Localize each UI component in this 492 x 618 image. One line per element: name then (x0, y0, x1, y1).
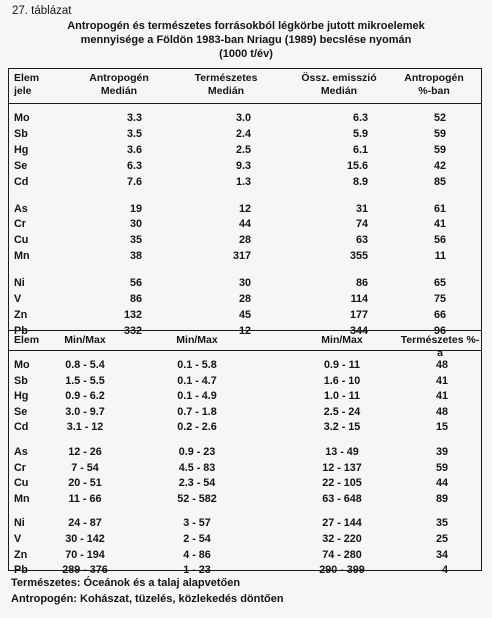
table1-value-d: 11 (434, 250, 446, 263)
table1-value-d: 65 (433, 277, 446, 290)
header-ossz-line-1: Össz. emisszió (301, 72, 377, 84)
table2-value-a: 70 - 194 (65, 548, 105, 561)
table2-value-a: 11 - 66 (68, 492, 102, 505)
table2-value-a: 0.9 - 6.2 (65, 390, 105, 403)
table2-value-c: 32 - 220 (322, 533, 362, 545)
divider-table1-header (8, 103, 482, 104)
table2-value-c: 22 - 105 (322, 477, 362, 490)
table1-value-d: 42 (433, 159, 446, 172)
table1-value-b: 9.3 (235, 159, 251, 172)
table2-value-d: 41 (435, 374, 448, 387)
table1-value-c: 15.6 (346, 159, 368, 172)
table1-value-c: 8.9 (352, 175, 368, 188)
footnote-antropogen: Antropogén: Kohászat, tüzelés, közlekedés döntően (11, 593, 284, 605)
table2-element: Hg (14, 390, 29, 403)
header-szazalek-line-1: Antropogén (404, 72, 464, 84)
table2-value-d: 25 (435, 533, 448, 545)
table2-element: Ni (14, 517, 25, 530)
table1-value-a: 38 (129, 250, 142, 263)
table2-value-a: 30 - 142 (65, 533, 105, 545)
table1-value-a: 30 (129, 218, 142, 231)
table2-value-d: 48 (435, 405, 448, 418)
header-termeszetes-median (176, 72, 276, 98)
table1-value-b: 28 (238, 293, 251, 305)
header-elem-line-1: Elem (14, 72, 40, 84)
table2-value-b: 2 - 54 (183, 533, 211, 545)
table1-value-c: 31 (355, 202, 368, 215)
table1-value-c: 5.9 (352, 127, 368, 140)
table1-value-c: 6.1 (352, 143, 368, 156)
table2-value-c: 290 - 399 (319, 564, 365, 577)
divider-table2-header (8, 350, 482, 351)
table1-element: V (14, 293, 22, 305)
table2-value-b: 0.7 - 1.8 (177, 405, 217, 418)
table2-value-a: 289 - 376 (62, 564, 108, 577)
table1-value-d: 85 (433, 175, 446, 188)
table2-value-c: 13 - 49 (325, 446, 359, 458)
table2-element: Cr (14, 461, 26, 474)
header2-elem: Elem (14, 334, 40, 346)
table2-value-d: 39 (435, 446, 448, 458)
table1-element: Sb (14, 127, 28, 140)
header2-minmax-ossz: Min/Max (321, 334, 363, 346)
table1-element: Cr (14, 218, 26, 231)
header-antropogen-median (74, 72, 164, 98)
table2-value-a: 7 - 54 (71, 461, 99, 474)
table2-value-c: 0.9 - 11 (323, 359, 361, 371)
header-elem-line-2: jele (14, 85, 32, 97)
table1-value-c: 6.3 (352, 112, 368, 124)
table1-element: Ni (14, 277, 25, 290)
table1-value-c: 177 (349, 308, 368, 321)
table1-value-a: 332 (123, 324, 142, 337)
table2-element: Cd (14, 421, 29, 434)
table-number: 27. táblázat (12, 5, 72, 17)
table2-value-d: 4 (441, 564, 448, 577)
table1-value-c: 344 (349, 324, 368, 337)
table2-value-c: 1.6 - 10 (323, 374, 361, 387)
table2-value-c: 1.0 - 11 (323, 390, 361, 403)
table2-value-b: 0.9 - 23 (178, 446, 216, 458)
table1-element: Mo (14, 112, 30, 124)
table1-value-b: 3.0 (235, 112, 251, 124)
footnote-termeszetes: Természetes: Óceánok és a talaj alapvetően (11, 577, 241, 589)
table1-value-a: 86 (129, 293, 142, 305)
table1-element: Zn (14, 308, 28, 321)
table1-element: Pb (14, 324, 28, 337)
table1-element: Cu (14, 234, 29, 247)
table2-value-b: 3 - 57 (183, 517, 211, 530)
table-title-line-1: Antropogén és természetes forrásokból légkörbe jutott mikroelemek (67, 20, 425, 32)
table1-value-d: 61 (433, 202, 446, 215)
table-title-line-3: (1000 t/év) (219, 48, 273, 60)
table2-element: Se (14, 405, 28, 418)
table2-value-d: 48 (435, 359, 448, 371)
table2-value-c: 2.5 - 24 (323, 405, 361, 418)
table1-element: Mn (14, 250, 30, 263)
table1-value-a: 56 (129, 277, 142, 290)
table2-value-a: 3.1 - 12 (66, 421, 104, 434)
table1-value-b: 1.3 (235, 175, 251, 188)
header-ossz-line-2: Medián (320, 85, 358, 97)
table2-value-a: 0.8 - 5.4 (65, 359, 105, 371)
table2-element: Sb (14, 374, 28, 387)
table2-value-b: 0.1 - 5.8 (177, 359, 217, 371)
table2-value-c: 27 - 144 (322, 517, 362, 530)
table1-value-a: 3.5 (126, 127, 142, 140)
table2-value-d: 41 (435, 390, 448, 403)
table1-element: As (14, 202, 28, 215)
table2-value-b: 0.1 - 4.9 (177, 390, 217, 403)
table1-value-a: 132 (123, 308, 142, 321)
header2-minmax-termeszetes: Min/Max (176, 334, 218, 346)
table2-value-d: 44 (435, 477, 448, 490)
table1-value-b: 2.5 (235, 143, 251, 156)
table2-value-b: 2.3 - 54 (178, 477, 216, 490)
table-title-line-2: mennyisége a Földön 1983-ban Nriagu (1989) becslése nyomán (80, 34, 412, 46)
table1-value-d: 66 (433, 308, 446, 321)
header-termeszetes-line-1: Természetes (194, 72, 258, 84)
table2-element: Pb (14, 564, 28, 577)
table2-value-b: 0.2 - 2.6 (177, 421, 217, 434)
header-ossz-emisszio (284, 72, 394, 98)
table1-value-d: 41 (433, 218, 446, 231)
table2-value-a: 12 - 26 (68, 446, 102, 458)
table2-element: As (14, 446, 28, 458)
table1-value-a: 7.6 (126, 175, 142, 188)
divider-table2-top (8, 330, 482, 331)
table2-value-b: 4 - 86 (183, 548, 211, 561)
table1-value-b: 12 (238, 324, 251, 337)
table2-value-c: 63 - 648 (322, 492, 362, 505)
table1-element: Se (14, 159, 28, 172)
table2-value-d: 35 (435, 517, 448, 530)
table1-value-d: 96 (433, 324, 446, 337)
table2-value-c: 12 - 137 (322, 461, 362, 474)
header-antropogen-szazalek (392, 72, 476, 98)
table2-value-d: 34 (435, 548, 448, 561)
table2-value-a: 1.5 - 5.5 (65, 374, 105, 387)
table1-value-d: 56 (433, 234, 446, 247)
table2-value-c: 3.2 - 15 (323, 421, 361, 434)
table1-value-c: 86 (355, 277, 368, 290)
table1-value-d: 59 (433, 143, 446, 156)
table2-value-a: 24 - 87 (68, 517, 102, 530)
table1-value-a: 6.3 (126, 159, 142, 172)
table1-value-b: 317 (232, 250, 251, 263)
table2-value-b: 4.5 - 83 (178, 461, 216, 474)
table2-value-d: 89 (435, 492, 448, 505)
table1-value-c: 355 (349, 250, 368, 263)
table1-element: Hg (14, 143, 29, 156)
table1-value-a: 19 (129, 202, 142, 215)
table2-element: V (14, 533, 22, 545)
table1-value-d: 59 (433, 127, 446, 140)
table2-element: Mo (14, 359, 30, 371)
table2-element: Zn (14, 548, 28, 561)
header2-minmax-antropogen: Min/Max (64, 334, 106, 346)
table1-value-b: 44 (238, 218, 251, 231)
table1-element: Cd (14, 175, 29, 188)
table1-value-d: 52 (433, 112, 446, 124)
table2-value-d: 59 (435, 461, 448, 474)
header-antropogen-line-2: Medián (100, 85, 138, 97)
header-termeszetes-line-2: Medián (207, 85, 245, 97)
header-szazalek-line-2: %-ban (418, 85, 450, 97)
table2-value-a: 20 - 51 (68, 477, 102, 490)
table1-value-b: 12 (238, 202, 251, 215)
header-elem (14, 72, 39, 98)
table2-value-d: 15 (435, 421, 448, 434)
table1-value-c: 63 (355, 234, 368, 247)
header2-termeszetes-szazalek: Természetes %-a (400, 334, 480, 359)
table1-value-a: 3.3 (126, 112, 142, 124)
table2-value-b: 52 - 582 (177, 492, 217, 505)
table2-element: Cu (14, 477, 29, 490)
header-antropogen-line-1: Antropogén (89, 72, 149, 84)
table2-value-b: 1 - 23 (183, 564, 211, 577)
table1-value-a: 3.6 (126, 143, 142, 156)
table1-value-c: 114 (350, 293, 368, 305)
table1-value-d: 75 (433, 293, 446, 305)
table2-value-c: 74 - 280 (322, 548, 362, 561)
table2-value-b: 0.1 - 4.7 (177, 374, 217, 387)
table1-value-b: 28 (238, 234, 251, 247)
table1-value-b: 45 (238, 308, 251, 321)
table2-element: Mn (14, 492, 30, 505)
table1-value-b: 2.4 (235, 127, 251, 140)
table1-value-b: 30 (238, 277, 251, 290)
table1-value-a: 35 (129, 234, 142, 247)
table1-value-c: 74 (355, 218, 368, 231)
table2-value-a: 3.0 - 9.7 (65, 405, 105, 418)
